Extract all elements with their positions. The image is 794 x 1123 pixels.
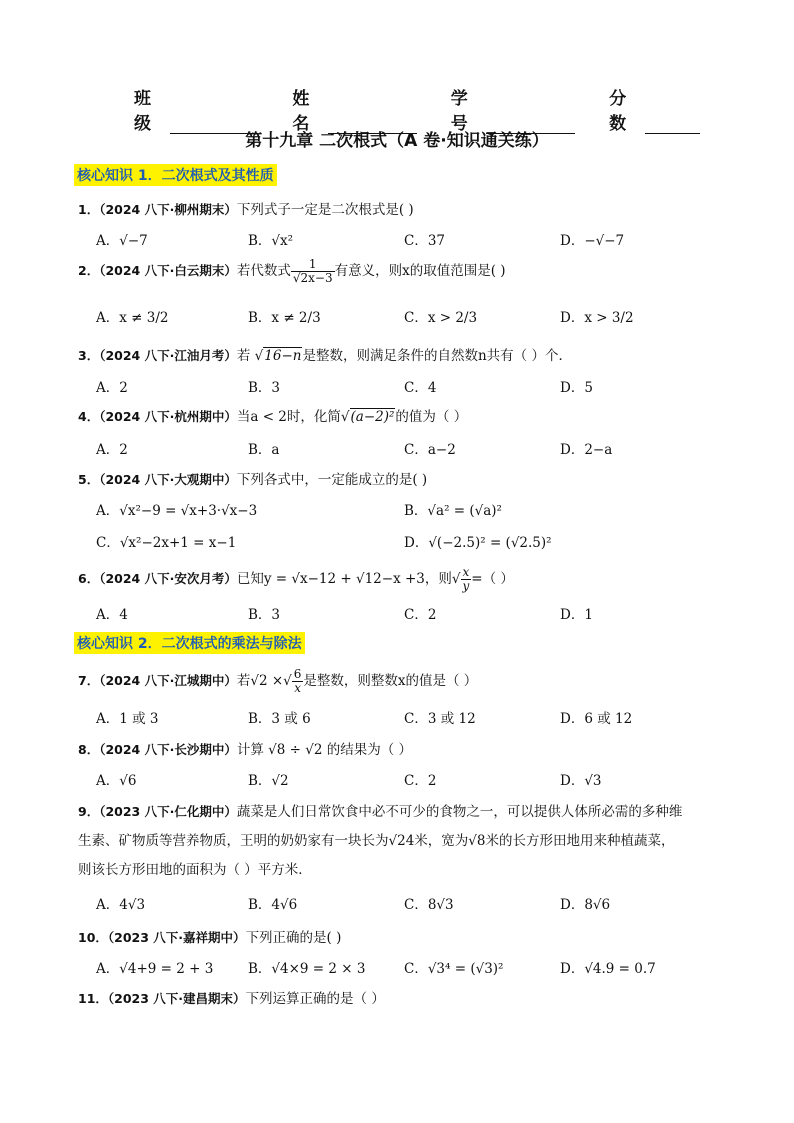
q3-option-b[interactable]: B．3 bbox=[248, 380, 281, 396]
q5-option-c[interactable]: C．√x²−2x+1 = x−1 bbox=[96, 535, 237, 551]
q1-option-d[interactable]: D．−√−7 bbox=[560, 233, 625, 249]
name-label: 姓名 bbox=[292, 89, 310, 134]
q8-option-d[interactable]: D．√3 bbox=[560, 773, 602, 789]
question-stem-b: 是整数，则整数x的值是（ ） bbox=[303, 673, 478, 689]
question-number: 1． bbox=[78, 202, 100, 217]
question-stem: 下列正确的是( ) bbox=[245, 930, 342, 946]
q2-option-c[interactable]: C．x > 2/3 bbox=[404, 310, 478, 326]
q1-option-c[interactable]: C．37 bbox=[404, 233, 446, 249]
q9-option-c[interactable]: C．8√3 bbox=[404, 897, 454, 913]
question-source: （2024 八下·江油月考） bbox=[99, 348, 237, 363]
question-stem-a: 若√2 × bbox=[236, 673, 284, 689]
question-source: （2024 八下·长沙期中） bbox=[99, 742, 237, 757]
q6-option-c[interactable]: C．2 bbox=[404, 607, 437, 623]
question-source: （2023 八下·仁化期中） bbox=[99, 804, 237, 819]
q9-option-b[interactable]: B．4√6 bbox=[248, 897, 298, 913]
q9-option-a[interactable]: A．4√3 bbox=[96, 897, 146, 913]
q7-option-b[interactable]: B．3 或 6 bbox=[248, 711, 311, 727]
q5-option-a[interactable]: A．√x²−9 = √x+3·√x−3 bbox=[96, 503, 258, 519]
question-stem-a: 若代数式 bbox=[236, 263, 291, 279]
fraction-numerator: 6 bbox=[293, 667, 302, 681]
question-stem: 下列式子一定是二次根式是( ) bbox=[236, 202, 414, 218]
question-stem: 计算 √8 ÷ √2 的结果为（ ） bbox=[236, 742, 413, 758]
question-9-line-1 bbox=[78, 797, 728, 827]
question-source: （2023 八下·嘉祥期中） bbox=[107, 930, 246, 945]
q7-option-a[interactable]: A．1 或 3 bbox=[96, 711, 159, 727]
student-id-label: 学号 bbox=[450, 89, 468, 134]
question-stem-b: 有意义，则x的取值范围是( ) bbox=[334, 263, 506, 279]
score-label: 分数 bbox=[609, 89, 627, 134]
q10-option-b[interactable]: B．√4×9 = 2 × 3 bbox=[248, 961, 366, 977]
q7-option-d[interactable]: D．6 或 12 bbox=[560, 711, 633, 727]
stem-fraction-x-over-y bbox=[461, 566, 472, 593]
question-number: 9． bbox=[78, 804, 100, 819]
question-stem-a: 已知y = √x−12 + √12−x +3，则 bbox=[236, 571, 452, 587]
q6-option-b[interactable]: B．3 bbox=[248, 607, 281, 623]
question-number: 5． bbox=[78, 472, 100, 487]
fraction-numerator: 1 bbox=[291, 258, 335, 272]
question-8 bbox=[78, 738, 412, 758]
q10-option-d[interactable]: D．√4.9 = 0.7 bbox=[560, 961, 656, 977]
section-heading-2: 核心知识 2．二次根式的乘法与除法 bbox=[74, 632, 305, 654]
q1-option-b[interactable]: B．√x² bbox=[248, 233, 294, 249]
q3-option-d[interactable]: D．5 bbox=[560, 380, 593, 396]
question-3: 3．（2024 八下·江油月考）若 √16−n是整数，则满足条件的自然数n共有（ ）个． bbox=[78, 348, 572, 364]
question-source: （2023 八下·建昌期末） bbox=[107, 991, 246, 1006]
q6-option-a[interactable]: A．4 bbox=[96, 607, 128, 623]
question-source: （2024 八下·江城期中） bbox=[99, 673, 237, 688]
question-7: 7．（2024 八下·江城期中）若√2 ×√ $\frac{6}{x}$ 是整数，则整数x的值是（ ） bbox=[78, 667, 478, 695]
q3-option-c[interactable]: C．4 bbox=[404, 380, 437, 396]
question-stem: 下列各式中，一定能成立的是( ) bbox=[236, 472, 428, 488]
question-number: 6． bbox=[78, 571, 100, 586]
question-9 bbox=[78, 797, 728, 885]
q2-option-d[interactable]: D．x > 3/2 bbox=[560, 310, 634, 326]
question-stem-a: 当a < 2时，化简 bbox=[236, 409, 341, 425]
question-stem: 下列运算正确的是（ ） bbox=[245, 991, 385, 1007]
q10-option-a[interactable]: A．√4+9 = 2 + 3 bbox=[96, 961, 214, 977]
question-6: 6．（2024 八下·安次月考）已知y = √x−12 + √12−x +3，则√ $\frac{x}{y}$ =（ ） bbox=[78, 565, 514, 593]
fraction-numerator: x bbox=[462, 565, 470, 579]
stem-radicand: 16−n bbox=[264, 348, 302, 364]
q6-option-d[interactable]: D．1 bbox=[560, 607, 593, 623]
q3-option-a[interactable]: A．2 bbox=[96, 380, 128, 396]
question-number: 7． bbox=[78, 673, 100, 688]
class-label: 班级 bbox=[134, 89, 151, 134]
question-source: （2024 八下·安次月考） bbox=[99, 571, 237, 586]
q7-option-c[interactable]: C．3 或 12 bbox=[404, 711, 476, 727]
question-number: 11． bbox=[78, 991, 108, 1006]
question-stem-line-2: 生素、矿物质等营养物质，王明的奶奶家有一块长为√24米，宽为√8米的长方形田地用来种植蔬菜， bbox=[78, 833, 675, 849]
question-number: 2． bbox=[78, 263, 100, 278]
question-2 bbox=[78, 258, 506, 285]
question-stem-b: 是整数，则满足条件的自然数n共有（ ）个． bbox=[302, 348, 572, 364]
question-source: （2024 八下·大观期中） bbox=[99, 472, 237, 487]
q2-option-a[interactable]: A．x ≠ 3/2 bbox=[96, 310, 169, 326]
question-number: 10． bbox=[78, 930, 108, 945]
q10-option-c[interactable]: C．√3⁴ = (√3)² bbox=[404, 961, 504, 977]
question-stem-a: 若 bbox=[236, 348, 251, 364]
q9-option-d[interactable]: D．8√6 bbox=[560, 897, 611, 913]
q8-option-a[interactable]: A．√6 bbox=[96, 773, 137, 789]
question-number: 3． bbox=[78, 348, 100, 363]
question-1 bbox=[78, 198, 414, 218]
q8-option-b[interactable]: B．√2 bbox=[248, 773, 289, 789]
q5-option-b[interactable]: B．√a² = (√a)² bbox=[404, 503, 502, 519]
fraction-denominator: y bbox=[462, 579, 470, 593]
stem-fraction-6-over-x bbox=[292, 668, 304, 695]
stem-fraction bbox=[291, 258, 335, 285]
stem-radicand: (a−2)² bbox=[350, 409, 395, 425]
q4-option-d[interactable]: D．2−a bbox=[560, 442, 613, 458]
question-10 bbox=[78, 926, 341, 946]
fraction-denominator: x bbox=[294, 681, 301, 695]
q8-option-c[interactable]: C．2 bbox=[404, 773, 437, 789]
question-11 bbox=[78, 987, 385, 1007]
q4-option-b[interactable]: B．a bbox=[248, 442, 280, 458]
question-4: 4．（2024 八下·杭州期中）当a < 2时，化简√(a−2)²的值为（ ） bbox=[78, 409, 468, 425]
question-stem-line-3: 则该长方形田地的面积为（ ）平方米． bbox=[78, 862, 312, 878]
q2-option-b[interactable]: B．x ≠ 2/3 bbox=[248, 310, 321, 326]
question-number: 8． bbox=[78, 742, 100, 757]
question-source: （2024 八下·柳州期末） bbox=[99, 202, 237, 217]
question-stem-line-1: 蔬菜是人们日常饮食中必不可少的食物之一，可以提供人体所必需的多种维 bbox=[236, 804, 683, 820]
q4-option-c[interactable]: C．a−2 bbox=[404, 442, 456, 458]
question-stem-b: 的值为（ ） bbox=[395, 409, 468, 425]
q4-option-a[interactable]: A．2 bbox=[96, 442, 128, 458]
question-number: 4． bbox=[78, 409, 100, 424]
fraction-denominator: √2x−3 bbox=[292, 271, 333, 285]
section-heading-1: 核心知识 1．二次根式及其性质 bbox=[74, 164, 277, 186]
question-5 bbox=[78, 468, 427, 488]
q5-option-d[interactable]: D．√(−2.5)² = (√2.5)² bbox=[404, 535, 552, 551]
question-source: （2024 八下·杭州期中） bbox=[99, 409, 237, 424]
q1-option-a[interactable]: A．√−7 bbox=[96, 233, 148, 249]
question-source: （2024 八下·白云期末） bbox=[99, 263, 237, 278]
question-stem-b: =（ ） bbox=[471, 571, 514, 587]
page-title: 第十九章 二次根式（A 卷·知识通关练） bbox=[245, 131, 549, 151]
